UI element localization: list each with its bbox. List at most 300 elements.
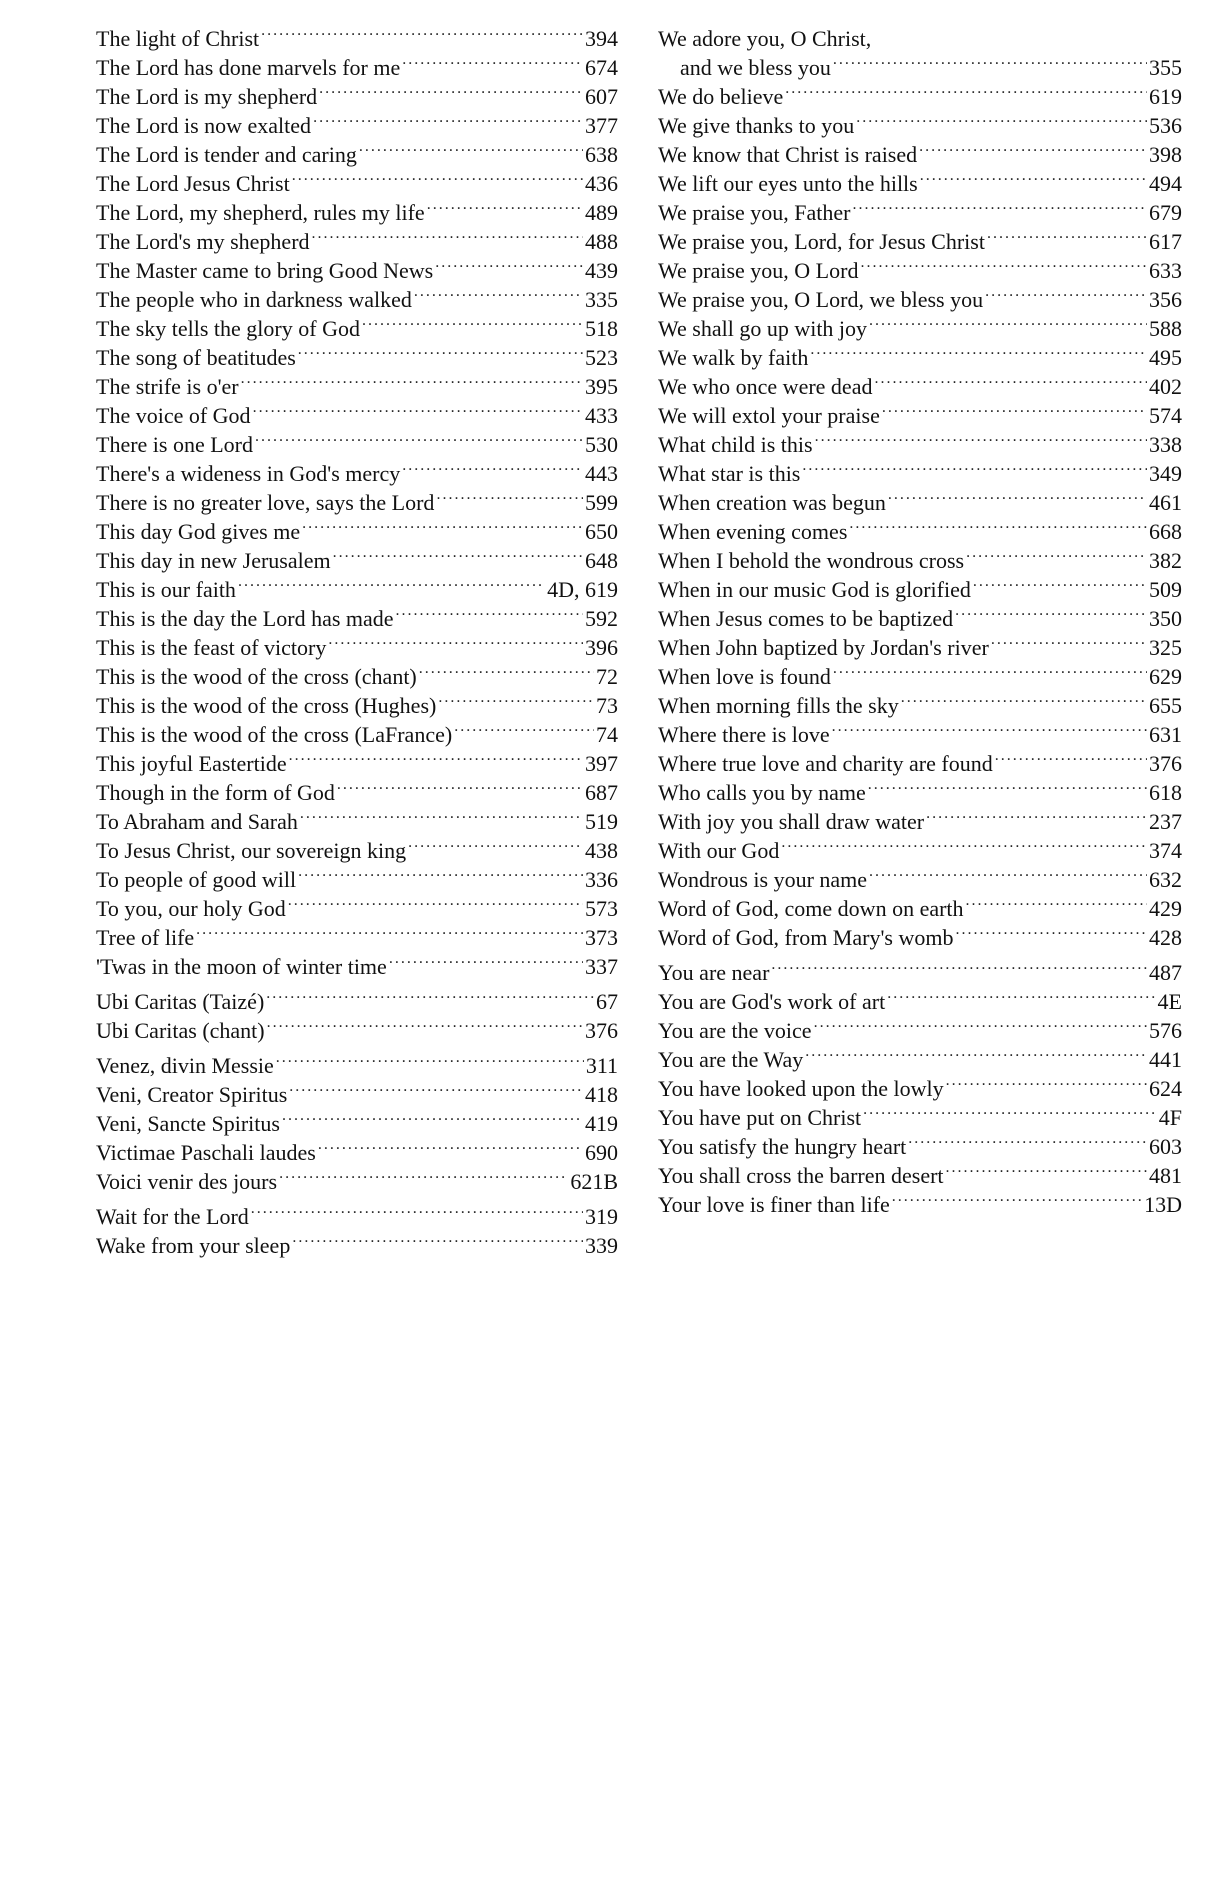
index-entry bbox=[658, 778, 1182, 807]
entry-page-number: 619 bbox=[1149, 84, 1182, 109]
entry-page-number: 687 bbox=[585, 780, 618, 805]
dot-leader bbox=[814, 1016, 1147, 1038]
dot-leader bbox=[302, 517, 583, 539]
entry-title: What child is this bbox=[658, 432, 813, 457]
entry-page-number: 237 bbox=[1149, 809, 1182, 834]
entry-title: We do believe bbox=[658, 84, 784, 109]
index-entry bbox=[96, 517, 618, 546]
entry-title: This joyful Eastertide bbox=[96, 751, 287, 776]
entry-page-number: 311 bbox=[585, 1053, 618, 1078]
entry-title: We praise you, Father bbox=[658, 200, 851, 225]
index-entry bbox=[658, 1190, 1182, 1219]
entry-page-number: 325 bbox=[1149, 635, 1182, 660]
dot-leader bbox=[863, 1103, 1157, 1125]
dot-leader bbox=[333, 546, 583, 568]
entry-title: With our God bbox=[658, 838, 780, 863]
dot-leader bbox=[887, 987, 1155, 1009]
dot-leader bbox=[856, 111, 1147, 133]
dot-leader bbox=[882, 401, 1147, 423]
index-entry bbox=[658, 285, 1182, 314]
dot-leader bbox=[238, 575, 545, 597]
entry-page-number: 648 bbox=[585, 548, 618, 573]
dot-leader bbox=[279, 1167, 568, 1189]
entry-title: We who once were dead bbox=[658, 374, 873, 399]
entry-title: There is one Lord bbox=[96, 432, 253, 457]
entry-title: 'Twas in the moon of winter time bbox=[96, 954, 387, 979]
index-entry bbox=[96, 1016, 618, 1045]
entry-title: Voici venir des jours bbox=[96, 1169, 278, 1194]
dot-leader bbox=[920, 169, 1147, 191]
index-entry bbox=[96, 604, 618, 633]
entry-title: When I behold the wondrous cross bbox=[658, 548, 965, 573]
entry-page-number: 607 bbox=[585, 84, 618, 109]
dot-leader bbox=[966, 894, 1147, 916]
index-entry bbox=[658, 488, 1182, 517]
index-entry bbox=[96, 633, 618, 662]
entry-title: We lift our eyes unto the hills bbox=[658, 171, 918, 196]
entry-page-number: 617 bbox=[1149, 229, 1182, 254]
entry-title: You satisfy the hungry heart bbox=[658, 1134, 907, 1159]
index-column-right bbox=[658, 24, 1182, 1219]
entry-page-number: 397 bbox=[585, 751, 618, 776]
dot-leader bbox=[908, 1132, 1147, 1154]
entry-page-number: 67 bbox=[596, 989, 618, 1014]
index-group bbox=[96, 1202, 618, 1260]
dot-leader bbox=[337, 778, 583, 800]
entry-title: Your love is finer than life bbox=[658, 1192, 890, 1217]
entry-page-number: 624 bbox=[1149, 1076, 1182, 1101]
dot-leader bbox=[833, 662, 1147, 684]
dot-leader bbox=[973, 575, 1147, 597]
entry-page-number: 519 bbox=[585, 809, 618, 834]
entry-title: We give thanks to you bbox=[658, 113, 855, 138]
index-entry bbox=[658, 662, 1182, 691]
entry-page-number: 487 bbox=[1149, 960, 1182, 985]
entry-title: When in our music God is glorified bbox=[658, 577, 971, 602]
entry-title: When love is found bbox=[658, 664, 831, 689]
dot-leader bbox=[288, 894, 583, 916]
dot-leader bbox=[312, 227, 583, 249]
index-entry bbox=[658, 430, 1182, 459]
entry-page-number: 350 bbox=[1149, 606, 1182, 631]
entry-title: We know that Christ is raised bbox=[658, 142, 918, 167]
dot-leader bbox=[267, 1016, 583, 1038]
index-entry bbox=[96, 227, 618, 256]
index-entry bbox=[96, 53, 618, 82]
entry-page-number: 4F bbox=[1158, 1105, 1182, 1130]
entry-title: This is the feast of victory bbox=[96, 635, 327, 660]
entry-page-number: 443 bbox=[585, 461, 618, 486]
entry-page-number: 429 bbox=[1149, 896, 1182, 921]
entry-title: The Lord is now exalted bbox=[96, 113, 312, 138]
dot-leader bbox=[266, 987, 594, 1009]
entry-page-number: 376 bbox=[585, 1018, 618, 1043]
index-group bbox=[658, 958, 1182, 1219]
entry-page-number: 13D bbox=[1144, 1192, 1182, 1217]
entry-page-number: 419 bbox=[585, 1111, 618, 1136]
dot-leader bbox=[276, 1051, 584, 1073]
index-entry bbox=[96, 488, 618, 517]
entry-page-number: 631 bbox=[1149, 722, 1182, 747]
entry-page-number: 356 bbox=[1149, 287, 1182, 312]
dot-leader bbox=[196, 923, 583, 945]
index-entry bbox=[96, 256, 618, 285]
dot-leader bbox=[298, 865, 583, 887]
dot-leader bbox=[869, 314, 1147, 336]
index-entry bbox=[96, 169, 618, 198]
entry-page-number: 633 bbox=[1149, 258, 1182, 283]
dot-leader bbox=[926, 807, 1147, 829]
index-entry bbox=[658, 987, 1182, 1016]
entry-title: The song of beatitudes bbox=[96, 345, 296, 370]
dot-leader bbox=[873, 24, 1180, 46]
index-entry bbox=[658, 575, 1182, 604]
entry-page-number: 349 bbox=[1149, 461, 1182, 486]
index-entry bbox=[658, 140, 1182, 169]
index-entry bbox=[658, 807, 1182, 836]
entry-page-number: 674 bbox=[585, 55, 618, 80]
entry-page-number: 655 bbox=[1149, 693, 1182, 718]
index-entry bbox=[658, 1045, 1182, 1074]
entry-title: We praise you, O Lord bbox=[658, 258, 859, 283]
entry-page-number: 481 bbox=[1149, 1163, 1182, 1188]
entry-title: The light of Christ bbox=[96, 26, 260, 51]
entry-title: We praise you, Lord, for Jesus Christ bbox=[658, 229, 985, 254]
entry-title: and we bless you bbox=[680, 55, 831, 80]
entry-title: You have looked upon the lowly bbox=[658, 1076, 944, 1101]
dot-leader bbox=[995, 749, 1147, 771]
index-entry bbox=[96, 140, 618, 169]
index-entry bbox=[96, 1051, 618, 1080]
entry-title: When creation was begun bbox=[658, 490, 886, 515]
index-entry bbox=[96, 285, 618, 314]
dot-leader bbox=[901, 691, 1147, 713]
index-entry bbox=[658, 958, 1182, 987]
entry-page-number: 650 bbox=[585, 519, 618, 544]
entry-page-number: 319 bbox=[585, 1204, 618, 1229]
entry-page-number: 588 bbox=[1149, 316, 1182, 341]
dot-leader bbox=[987, 227, 1147, 249]
entry-title: With joy you shall draw water bbox=[658, 809, 925, 834]
dot-leader bbox=[318, 1138, 583, 1160]
entry-title: This is our faith bbox=[96, 577, 236, 602]
entry-page-number: 461 bbox=[1149, 490, 1182, 515]
dot-leader bbox=[292, 1231, 583, 1253]
dot-leader bbox=[253, 401, 583, 423]
entry-page-number: 679 bbox=[1149, 200, 1182, 225]
index-entry bbox=[96, 343, 618, 372]
entry-title: The Lord's my shepherd bbox=[96, 229, 310, 254]
index-entry bbox=[96, 372, 618, 401]
entry-title: Ubi Caritas (chant) bbox=[96, 1018, 265, 1043]
dot-leader bbox=[408, 836, 583, 858]
dot-leader bbox=[300, 807, 583, 829]
entry-page-number: 629 bbox=[1149, 664, 1182, 689]
dot-leader bbox=[888, 488, 1147, 510]
dot-leader bbox=[289, 1080, 583, 1102]
index-entry bbox=[658, 517, 1182, 546]
entry-title: We walk by faith bbox=[658, 345, 809, 370]
entry-title: The Lord Jesus Christ bbox=[96, 171, 290, 196]
entry-page-number: 74 bbox=[596, 722, 618, 747]
index-entry bbox=[658, 1103, 1182, 1132]
index-entry bbox=[658, 604, 1182, 633]
index-entry bbox=[658, 546, 1182, 575]
entry-title: Where true love and charity are found bbox=[658, 751, 993, 776]
entry-title: To people of good will bbox=[96, 867, 297, 892]
index-entry bbox=[658, 198, 1182, 227]
entry-title: Wondrous is your name bbox=[658, 867, 868, 892]
dot-leader bbox=[946, 1161, 1147, 1183]
index-entry bbox=[96, 430, 618, 459]
entry-title: To Abraham and Sarah bbox=[96, 809, 298, 834]
index-entry bbox=[658, 894, 1182, 923]
entry-title: The Lord is my shepherd bbox=[96, 84, 318, 109]
entry-page-number: 377 bbox=[585, 113, 618, 138]
entry-page-number: 495 bbox=[1149, 345, 1182, 370]
entry-title: When Jesus comes to be baptized bbox=[658, 606, 954, 631]
entry-page-number: 592 bbox=[585, 606, 618, 631]
entry-title: You are near bbox=[658, 960, 770, 985]
entry-title: This is the wood of the cross (chant) bbox=[96, 664, 417, 689]
dot-leader bbox=[427, 198, 583, 220]
index-entry bbox=[96, 952, 618, 981]
entry-title: The strife is o'er bbox=[96, 374, 239, 399]
index-entry bbox=[96, 1231, 618, 1260]
dot-leader bbox=[874, 372, 1147, 394]
entry-title: The Lord has done marvels for me bbox=[96, 55, 401, 80]
dot-leader bbox=[402, 459, 583, 481]
dot-leader bbox=[438, 691, 594, 713]
dot-leader bbox=[991, 633, 1147, 655]
index-entry bbox=[658, 459, 1182, 488]
dot-leader bbox=[832, 720, 1147, 742]
dot-leader bbox=[868, 778, 1147, 800]
entry-page-number: 4E bbox=[1157, 989, 1182, 1014]
dot-leader bbox=[414, 285, 583, 307]
entry-page-number: 438 bbox=[585, 838, 618, 863]
entry-title: The sky tells the glory of God bbox=[96, 316, 360, 341]
entry-title: Wait for the Lord bbox=[96, 1204, 249, 1229]
entry-page-number: 494 bbox=[1149, 171, 1182, 196]
entry-page-number: 632 bbox=[1149, 867, 1182, 892]
entry-page-number: 338 bbox=[1149, 432, 1182, 457]
index-entry bbox=[96, 987, 618, 1016]
dot-leader bbox=[815, 430, 1147, 452]
entry-page-number: 398 bbox=[1149, 142, 1182, 167]
entry-title: There is no greater love, says the Lord bbox=[96, 490, 435, 515]
dot-leader bbox=[919, 140, 1147, 162]
index-group bbox=[96, 1051, 618, 1196]
index-entry bbox=[658, 53, 1182, 82]
entry-page-number: 489 bbox=[585, 200, 618, 225]
index-entry bbox=[658, 343, 1182, 372]
dot-leader bbox=[419, 662, 594, 684]
entry-page-number: 573 bbox=[585, 896, 618, 921]
entry-title: The Master came to bring Good News bbox=[96, 258, 434, 283]
index-entry bbox=[96, 691, 618, 720]
dot-leader bbox=[849, 517, 1147, 539]
entry-title: Wake from your sleep bbox=[96, 1233, 291, 1258]
entry-page-number: 574 bbox=[1149, 403, 1182, 428]
index-entry bbox=[96, 662, 618, 691]
entry-title: The Lord, my shepherd, rules my life bbox=[96, 200, 425, 225]
entry-page-number: 638 bbox=[585, 142, 618, 167]
index-entry bbox=[96, 894, 618, 923]
index-entry bbox=[96, 198, 618, 227]
entry-page-number: 394 bbox=[585, 26, 618, 51]
index-entry bbox=[658, 256, 1182, 285]
entry-page-number: 518 bbox=[585, 316, 618, 341]
dot-leader bbox=[362, 314, 583, 336]
dot-leader bbox=[292, 169, 583, 191]
entry-page-number: 441 bbox=[1149, 1047, 1182, 1072]
entry-page-number: 396 bbox=[585, 635, 618, 660]
index-entry bbox=[96, 749, 618, 778]
entry-page-number: 488 bbox=[585, 229, 618, 254]
entry-title: Where there is love bbox=[658, 722, 830, 747]
entry-page-number: 690 bbox=[585, 1140, 618, 1165]
dot-leader bbox=[396, 604, 583, 626]
dot-leader bbox=[436, 488, 583, 510]
entry-page-number: 621B bbox=[570, 1169, 618, 1194]
dot-leader bbox=[833, 53, 1147, 75]
entry-page-number: 428 bbox=[1149, 925, 1182, 950]
index-entry bbox=[96, 314, 618, 343]
index-entry bbox=[96, 1202, 618, 1231]
entry-title: You are God's work of art bbox=[658, 989, 886, 1014]
index-entry bbox=[658, 314, 1182, 343]
entry-title: The Lord is tender and caring bbox=[96, 142, 357, 167]
entry-title: This is the day the Lord has made bbox=[96, 606, 394, 631]
entry-page-number: 373 bbox=[585, 925, 618, 950]
entry-page-number: 436 bbox=[585, 171, 618, 196]
entry-title: When morning fills the sky bbox=[658, 693, 899, 718]
index-entry bbox=[658, 1074, 1182, 1103]
entry-page-number: 576 bbox=[1149, 1018, 1182, 1043]
entry-title: What star is this bbox=[658, 461, 801, 486]
dot-leader bbox=[802, 459, 1147, 481]
entry-title: You shall cross the barren desert bbox=[658, 1163, 944, 1188]
index-entry bbox=[96, 836, 618, 865]
dot-leader bbox=[860, 256, 1147, 278]
entry-page-number: 336 bbox=[585, 867, 618, 892]
dot-leader bbox=[289, 749, 583, 771]
index-entry bbox=[96, 1109, 618, 1138]
entry-title: Tree of life bbox=[96, 925, 195, 950]
index-entry bbox=[96, 865, 618, 894]
entry-page-number: 530 bbox=[585, 432, 618, 457]
dot-leader bbox=[328, 633, 583, 655]
dot-leader bbox=[389, 952, 583, 974]
entry-title: You are the Way bbox=[658, 1047, 804, 1072]
index-entry bbox=[96, 575, 618, 604]
dot-leader bbox=[946, 1074, 1147, 1096]
index-entry bbox=[658, 749, 1182, 778]
index-entry bbox=[658, 1161, 1182, 1190]
entry-page-number: 402 bbox=[1149, 374, 1182, 399]
index-entry bbox=[658, 169, 1182, 198]
index-entry bbox=[658, 401, 1182, 430]
entry-title: This is the wood of the cross (LaFrance) bbox=[96, 722, 453, 747]
entry-title: You have put on Christ bbox=[658, 1105, 862, 1130]
index-entry bbox=[658, 836, 1182, 865]
entry-title: The people who in darkness walked bbox=[96, 287, 412, 312]
index-entry bbox=[658, 1016, 1182, 1045]
entry-title: Word of God, come down on earth bbox=[658, 896, 964, 921]
entry-title: There's a wideness in God's mercy bbox=[96, 461, 401, 486]
index-entry bbox=[658, 372, 1182, 401]
entry-title: Word of God, from Mary's womb bbox=[658, 925, 954, 950]
entry-title: Ubi Caritas (Taizé) bbox=[96, 989, 265, 1014]
dot-leader bbox=[771, 958, 1147, 980]
dot-leader bbox=[892, 1190, 1142, 1212]
entry-page-number: 335 bbox=[585, 287, 618, 312]
dot-leader bbox=[435, 256, 583, 278]
entry-title: Victimae Paschali laudes bbox=[96, 1140, 316, 1165]
entry-title: Veni, Creator Spiritus bbox=[96, 1082, 288, 1107]
entry-page-number: 337 bbox=[585, 954, 618, 979]
entry-page-number: 603 bbox=[1149, 1134, 1182, 1159]
entry-title: We will extol your praise bbox=[658, 403, 880, 428]
dot-leader bbox=[251, 1202, 583, 1224]
entry-page-number: 433 bbox=[585, 403, 618, 428]
dot-leader bbox=[985, 285, 1147, 307]
entry-title: When evening comes bbox=[658, 519, 848, 544]
entry-page-number: 4D, 619 bbox=[547, 577, 618, 602]
entry-title: Who calls you by name bbox=[658, 780, 866, 805]
index-entry bbox=[658, 633, 1182, 662]
dot-leader bbox=[282, 1109, 583, 1131]
dot-leader bbox=[402, 53, 583, 75]
index-column-left bbox=[96, 24, 618, 1260]
entry-title: We shall go up with joy bbox=[658, 316, 868, 341]
entry-page-number: 618 bbox=[1149, 780, 1182, 805]
index-entry bbox=[658, 720, 1182, 749]
index-entry bbox=[96, 1080, 618, 1109]
index-entry bbox=[96, 1138, 618, 1167]
entry-title: To Jesus Christ, our sovereign king bbox=[96, 838, 407, 863]
entry-page-number: 536 bbox=[1149, 113, 1182, 138]
dot-leader bbox=[454, 720, 594, 742]
index-group bbox=[96, 987, 618, 1045]
dot-leader bbox=[241, 372, 583, 394]
entry-title: This is the wood of the cross (Hughes) bbox=[96, 693, 437, 718]
entry-title: Venez, divin Messie bbox=[96, 1053, 274, 1078]
dot-leader bbox=[319, 82, 583, 104]
entry-title: Though in the form of God bbox=[96, 780, 335, 805]
index-entry bbox=[96, 807, 618, 836]
entry-title: This day in new Jerusalem bbox=[96, 548, 331, 573]
index-entry bbox=[96, 24, 618, 53]
index-entry bbox=[96, 111, 618, 140]
index-entry bbox=[96, 459, 618, 488]
dot-leader bbox=[955, 604, 1147, 626]
index-entry bbox=[96, 82, 618, 111]
index-entry bbox=[96, 1167, 618, 1196]
index-entry bbox=[658, 82, 1182, 111]
index-entry bbox=[96, 720, 618, 749]
dot-leader bbox=[313, 111, 583, 133]
entry-title: We adore you, O Christ, bbox=[658, 26, 872, 51]
index-entry bbox=[96, 778, 618, 807]
index-entry bbox=[658, 691, 1182, 720]
dot-leader bbox=[261, 24, 583, 46]
entry-page-number: 382 bbox=[1149, 548, 1182, 573]
entry-page-number: 355 bbox=[1149, 55, 1182, 80]
index-entry bbox=[96, 546, 618, 575]
entry-page-number: 439 bbox=[585, 258, 618, 283]
